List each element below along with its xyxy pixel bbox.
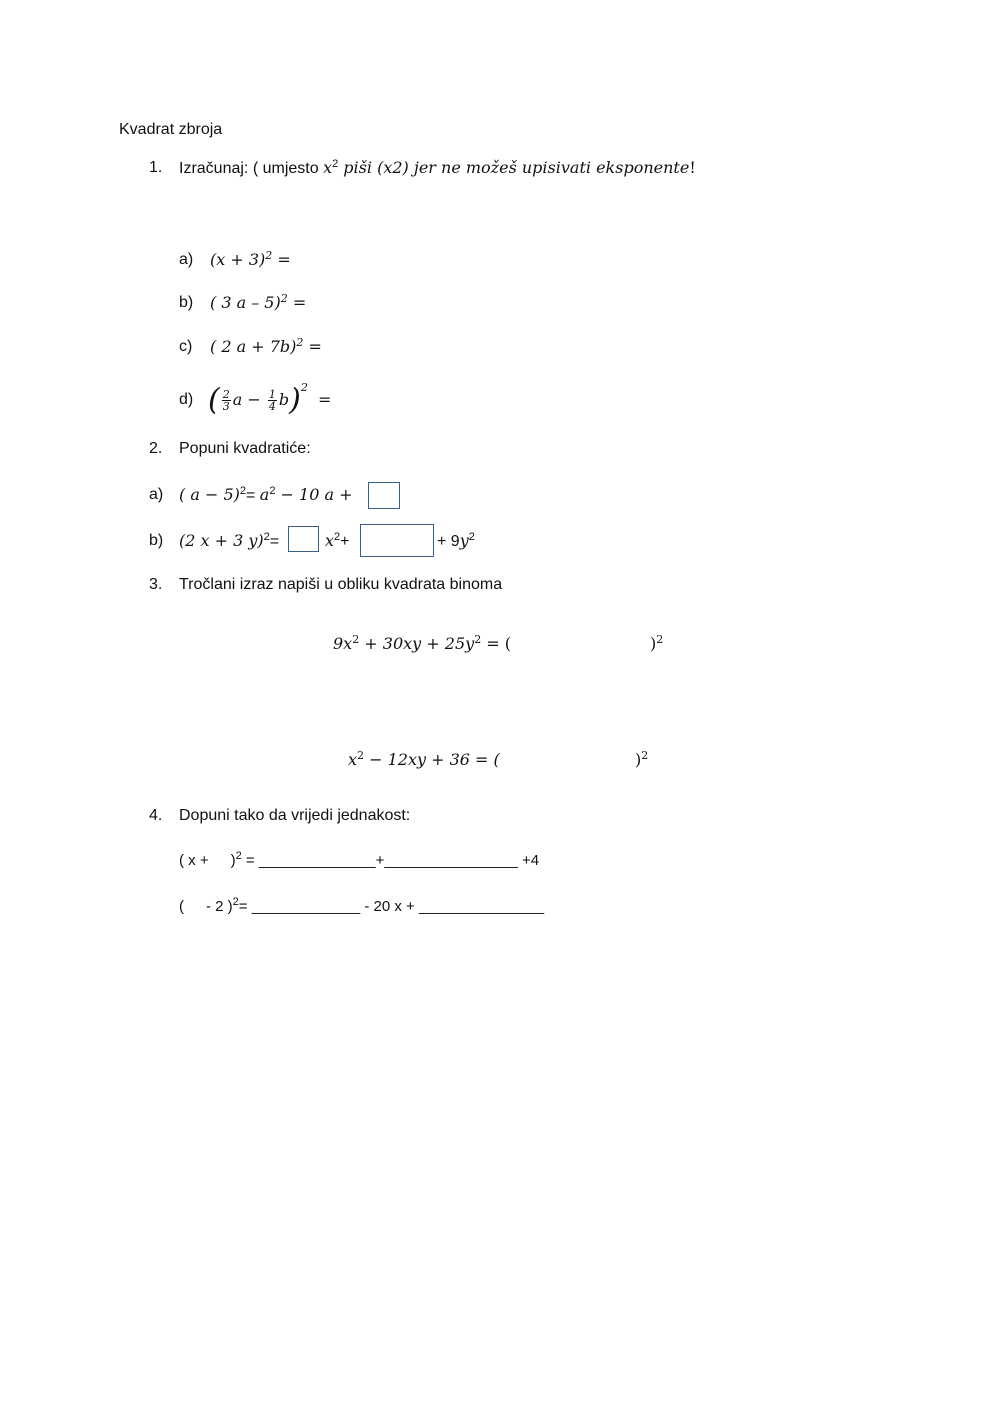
q3-eq1-s1: 2 bbox=[352, 633, 360, 646]
q4-instruction: Dopuni tako da vrijedi jednakost: bbox=[179, 807, 411, 824]
q1-sq: 2 bbox=[332, 158, 339, 170]
q2-b-tail-text: + 9 bbox=[437, 533, 460, 550]
q2-a-expression bbox=[179, 485, 353, 506]
q1-d-fraction-2 bbox=[268, 389, 277, 412]
q1-c-expression bbox=[210, 337, 322, 357]
q3-equation-1-close bbox=[650, 634, 663, 654]
q3-eq2-close: ) bbox=[635, 750, 642, 769]
q1-a-expr: (x + 3) bbox=[210, 250, 266, 269]
q3-eq2-s1: 2 bbox=[357, 749, 365, 762]
q1-d-exp: 2 bbox=[300, 381, 308, 394]
q2-b-answer-box-1[interactable] bbox=[288, 526, 319, 552]
q2-number: 2. bbox=[149, 440, 163, 457]
q1-a-expression bbox=[210, 250, 291, 270]
q4-line1-start: ( x + bbox=[179, 852, 209, 869]
q3-instruction: Tročlani izraz napiši u obliku kvadrata binoma bbox=[179, 576, 503, 593]
q1-c-eq: = bbox=[303, 337, 322, 356]
q2-a-a: a bbox=[259, 485, 270, 504]
q2-b-y: y bbox=[459, 531, 469, 550]
q2-b-plus: + bbox=[340, 533, 350, 550]
q4-line1-sq: 2 bbox=[235, 850, 242, 862]
q2-b-label: b) bbox=[149, 532, 164, 549]
q2-b-answer-box-2[interactable] bbox=[360, 524, 434, 557]
q2-a-answer-box[interactable] bbox=[368, 482, 400, 509]
q1-b-eq: = bbox=[287, 293, 307, 312]
q4-line2-start: ( bbox=[179, 898, 184, 915]
q1-number: 1. bbox=[149, 159, 163, 176]
q1-c-expr: ( 2 a + 7b) bbox=[210, 337, 297, 356]
q2-b-left-expr: (2 x + 3 y) bbox=[179, 531, 264, 550]
q1-b-label: b) bbox=[179, 294, 194, 311]
q1-d-expression bbox=[208, 381, 332, 418]
q4-line-2 bbox=[179, 897, 544, 917]
q1-d-n2: 1 bbox=[268, 388, 276, 401]
q2-b-exp: 2 bbox=[263, 531, 270, 543]
q2-b-mid bbox=[325, 531, 350, 552]
q1-d-open-paren: ( bbox=[208, 382, 220, 418]
q2-a-exp: 2 bbox=[239, 485, 246, 497]
q1-d-d2: 4 bbox=[268, 400, 276, 413]
q1-text-prefix: Izračunaj: ( umjesto bbox=[179, 160, 324, 177]
q2-a-rest: − 10 a + bbox=[275, 485, 353, 504]
q3-eq1-cs: 2 bbox=[656, 633, 664, 646]
q1-d-fraction-1 bbox=[222, 389, 231, 412]
q4-line1-rest: = ______________+________________ +4 bbox=[241, 852, 540, 869]
q3-eq1-open: = ( bbox=[481, 634, 512, 653]
q2-instruction: Popuni kvadratiće: bbox=[179, 440, 311, 457]
q3-eq1-mid: + 30xy + 25y bbox=[359, 634, 475, 653]
q1-d-n1: 2 bbox=[222, 388, 230, 401]
q1-b-expression bbox=[210, 293, 306, 313]
q3-eq2-cs: 2 bbox=[641, 749, 649, 762]
q3-eq1-lhs: 9x bbox=[333, 634, 353, 653]
q1-a-label: a) bbox=[179, 251, 194, 268]
q3-eq2-lhs: x bbox=[348, 750, 358, 769]
q3-equation-2-close bbox=[635, 750, 648, 770]
q1-text-end: ! bbox=[689, 158, 696, 177]
q3-equation-1 bbox=[333, 634, 511, 654]
q1-c-exp: 2 bbox=[296, 336, 304, 349]
q2-b-tail bbox=[437, 531, 475, 552]
q1-b-exp: 2 bbox=[280, 292, 288, 305]
q4-line2-sq: 2 bbox=[232, 896, 239, 908]
q2-a-left: ( a − 5) bbox=[179, 485, 240, 504]
page-title: Kvadrat zbroja bbox=[119, 121, 223, 138]
q3-equation-2 bbox=[348, 750, 500, 770]
q4-line2-rest: = _____________ - 20 x + _______________ bbox=[238, 898, 545, 915]
q4-line-1 bbox=[179, 851, 539, 871]
q3-eq1-close: ) bbox=[650, 634, 657, 653]
q2-b-left bbox=[179, 531, 279, 552]
q1-x: x bbox=[323, 158, 333, 177]
q1-a-exp: 2 bbox=[265, 249, 273, 262]
q1-a-eq: = bbox=[272, 250, 291, 269]
q2-b-sq: 2 bbox=[334, 531, 341, 543]
q1-instruction bbox=[179, 158, 696, 179]
q1-d-close-paren: ) bbox=[289, 382, 301, 418]
q2-a-eq: = bbox=[246, 487, 260, 504]
q1-text-italic: jer ne možeš upisivati eksponente bbox=[408, 158, 690, 177]
q2-b-x: x bbox=[325, 531, 335, 550]
q2-a-sq: 2 bbox=[269, 485, 276, 497]
q1-d-b: b bbox=[278, 390, 290, 409]
q3-number: 3. bbox=[149, 576, 163, 593]
q3-eq1-s2: 2 bbox=[474, 633, 482, 646]
q1-c-label: c) bbox=[179, 338, 193, 355]
q1-d-eq: = bbox=[317, 390, 332, 409]
q4-line2-mid: - 2 ) bbox=[206, 898, 233, 915]
q1-paren-x2: (x2) bbox=[377, 158, 409, 177]
q4-number: 4. bbox=[149, 807, 163, 824]
q2-b-eq: = bbox=[269, 533, 280, 550]
q2-b-ysq: 2 bbox=[468, 531, 475, 543]
q1-b-expr: ( 3 a – 5) bbox=[210, 293, 281, 312]
q4-line1-close: ) bbox=[230, 852, 236, 869]
q1-d-label: d) bbox=[179, 391, 194, 408]
q1-text-mid: piši bbox=[338, 158, 378, 177]
q3-eq2-mid: − 12xy + 36 = ( bbox=[364, 750, 500, 769]
q1-d-d1: 3 bbox=[222, 400, 230, 413]
q2-a-label: a) bbox=[149, 486, 164, 503]
q1-d-a: a − bbox=[232, 390, 266, 409]
